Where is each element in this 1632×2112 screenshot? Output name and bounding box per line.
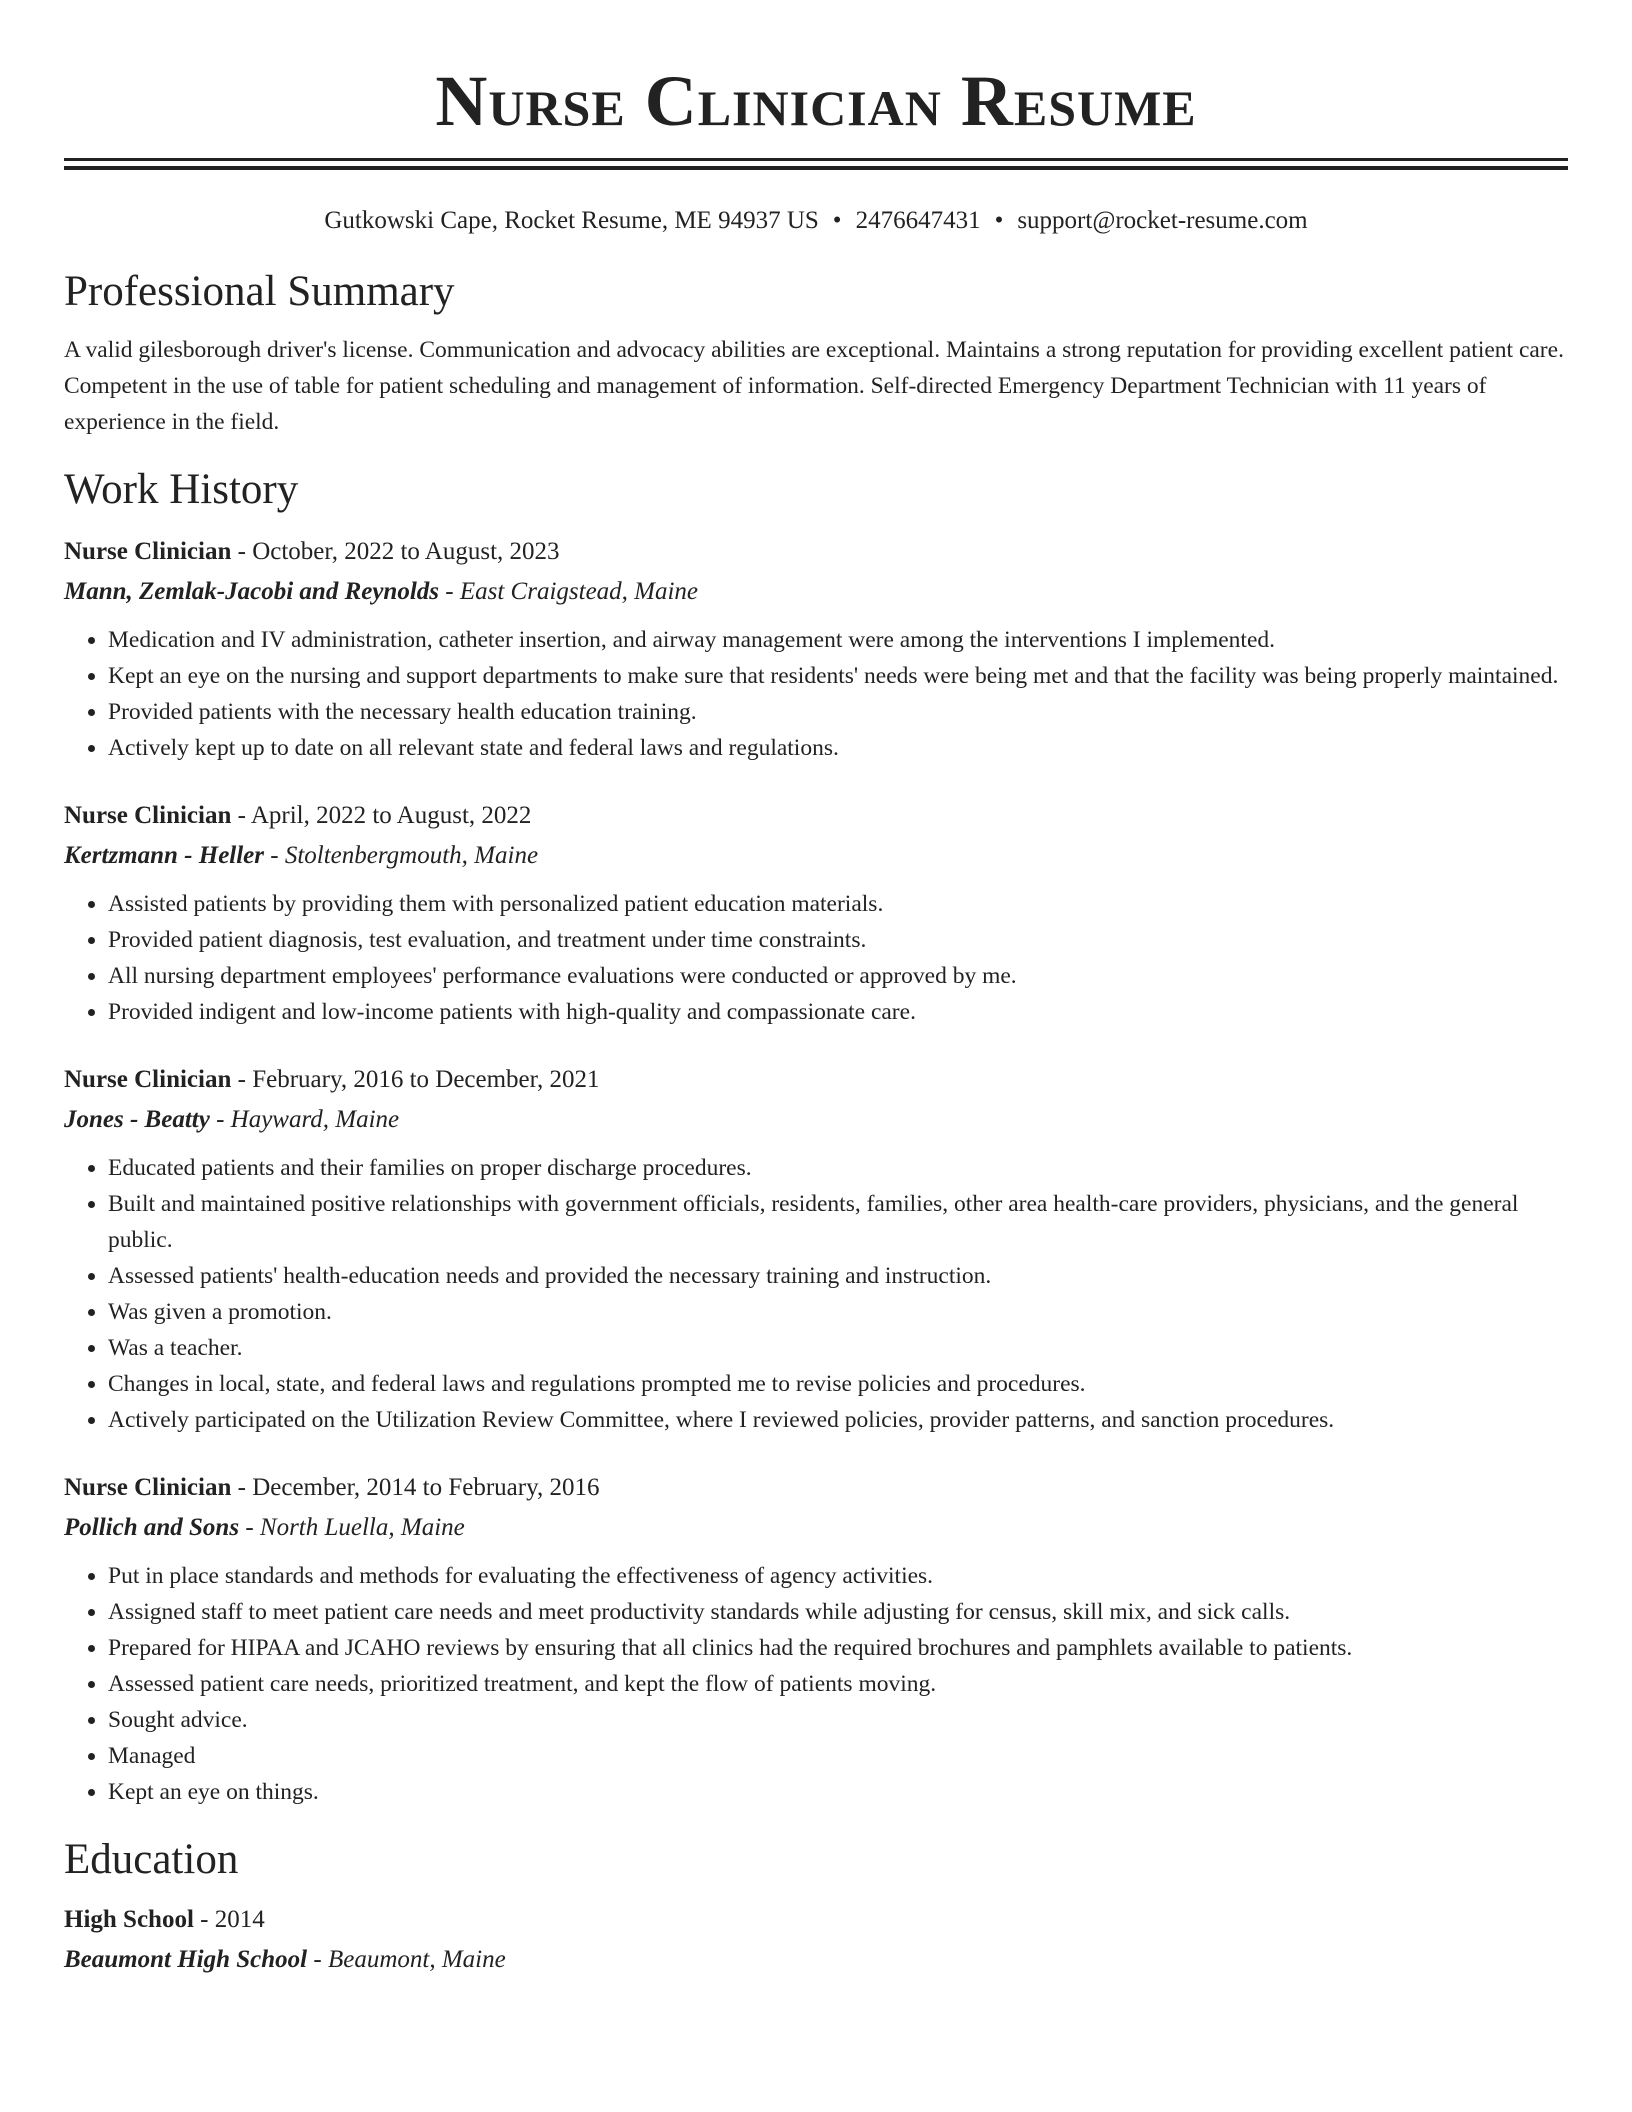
job-entry [64, 1060, 1568, 1438]
employer-line: Mann, Zemlak-Jacobi and Reynolds - East Craigstead, Maine [64, 578, 699, 605]
job-title-line: Nurse Clinician - February, 2016 to December, 2021 [64, 1066, 600, 1093]
job-title: Nurse Clinician [64, 1474, 232, 1501]
contact-address: Gutkowski Cape, Rocket Resume, ME 94937 US [324, 207, 819, 234]
job-title: Nurse Clinician [64, 802, 232, 829]
job-duty-item: • Built and maintained positive relationships with government officials, residents, families, other area health-care providers, physicians, and the general public. [108, 1186, 1568, 1258]
job-duty-item: • Put in place standards and methods for evaluating the effectiveness of agency activities. [108, 1558, 1568, 1594]
job-title-line: Nurse Clinician - October, 2022 to August, 2023 [64, 538, 560, 565]
job-duty-item: • Provided indigent and low-income patients with high-quality and compassionate care. [108, 994, 1568, 1030]
job-title-line: Nurse Clinician - December, 2014 to February, 2016 [64, 1474, 600, 1501]
job-duty-item: • Provided patient diagnosis, test evaluation, and treatment under time constraints. [108, 922, 1568, 958]
employer-location: East Craigstead, Maine [459, 578, 699, 605]
job-entry [64, 1468, 1568, 1810]
summary-heading: Professional Summary [64, 268, 455, 315]
title-double-rule [64, 158, 1568, 170]
contact-line [64, 204, 1568, 238]
job-duty-item: • Kept an eye on the nursing and support departments to make sure that residents' needs were being met and that the facility was being properly maintained. [108, 658, 1568, 694]
job-entry [64, 532, 1568, 766]
job-duty-item: • Was a teacher. [108, 1330, 1568, 1366]
job-duties-list [64, 886, 1568, 1030]
job-duties-list [64, 622, 1568, 766]
employer-location: North Luella, Maine [259, 1514, 465, 1541]
job-duty-item: • Assigned staff to meet patient care needs and meet productivity standards while adjusting for census, skill mix, and sick calls. [108, 1594, 1568, 1630]
job-duty-item: • Assessed patients' health-education needs and provided the necessary training and instruction. [108, 1258, 1568, 1294]
job-duty-item: • Kept an eye on things. [108, 1774, 1568, 1810]
job-dates: April, 2022 to August, 2022 [250, 802, 532, 829]
contact-email: support@rocket-resume.com [1017, 207, 1308, 234]
job-title: Nurse Clinician [64, 1066, 232, 1093]
employer-line: Pollich and Sons - North Luella, Maine [64, 1514, 465, 1541]
job-duty-item: • Actively participated on the Utilization Review Committee, where I reviewed policies, provider patterns, and sanction procedures. [108, 1402, 1568, 1438]
education-year: 2014 [214, 1906, 265, 1933]
education-heading: Education [64, 1836, 239, 1883]
employer-line: Jones - Beatty - Hayward, Maine [64, 1106, 400, 1133]
resume-title: Nurse Clinician Resume [435, 61, 1197, 141]
contact-separator: • [994, 207, 1004, 234]
job-duty-item: • Medication and IV administration, catheter insertion, and airway management were among the interventions I implemented. [108, 622, 1568, 658]
work-history-list [64, 532, 1568, 1810]
job-duties-list [64, 1558, 1568, 1810]
job-duties-list [64, 1150, 1568, 1438]
job-duty-item: • Sought advice. [108, 1702, 1568, 1738]
employer-location: Hayward, Maine [230, 1106, 400, 1133]
job-dates: February, 2016 to December, 2021 [252, 1066, 600, 1093]
job-duty-item: • Managed [108, 1738, 1568, 1774]
education-school: Beaumont High School [64, 1946, 308, 1973]
education-school-line: Beaumont High School - Beaumont, Maine [64, 1946, 506, 1973]
job-duty-item: • Was given a promotion. [108, 1294, 1568, 1330]
job-dates: December, 2014 to February, 2016 [252, 1474, 600, 1501]
job-duty-item: • Actively kept up to date on all relevant state and federal laws and regulations. [108, 730, 1568, 766]
education-degree-line: High School - 2014 [64, 1906, 265, 1933]
job-entry [64, 796, 1568, 1030]
employer-name: Pollich and Sons [64, 1514, 240, 1541]
contact-phone: 2476647431 [855, 207, 981, 234]
education-list [64, 1900, 1568, 1980]
job-duty-item: • Educated patients and their families on proper discharge procedures. [108, 1150, 1568, 1186]
job-duty-item: • Changes in local, state, and federal laws and regulations prompted me to revise policies and procedures. [108, 1366, 1568, 1402]
job-dates: October, 2022 to August, 2023 [252, 538, 560, 565]
job-duty-item: • Assisted patients by providing them with personalized patient education materials. [108, 886, 1568, 922]
employer-name: Jones - Beatty [64, 1106, 210, 1133]
work-history-heading: Work History [64, 466, 299, 513]
job-duty-item: • All nursing department employees' performance evaluations were conducted or approved by me. [108, 958, 1568, 994]
job-duty-item: • Provided patients with the necessary health education training. [108, 694, 1568, 730]
job-title: Nurse Clinician [64, 538, 232, 565]
summary-text: A valid gilesborough driver's license. Communication and advocacy abilities are exceptional. Maintains a strong reputation for providing excellent patient care. Competent in the use of table for patient scheduling and management of information. Self-directed Emergency Department Technician with 11 years of experience in the field. [64, 337, 1564, 435]
contact-separator: • [832, 207, 842, 234]
employer-location: Stoltenbergmouth, Maine [284, 842, 539, 869]
employer-name: Mann, Zemlak-Jacobi and Reynolds [64, 578, 440, 605]
job-title-line: Nurse Clinician - April, 2022 to August, 2022 [64, 802, 532, 829]
employer-name: Kertzmann - Heller [64, 842, 265, 869]
job-duty-item: • Assessed patient care needs, prioritized treatment, and kept the flow of patients moving. [108, 1666, 1568, 1702]
education-location: Beaumont, Maine [327, 1946, 506, 1973]
education-degree: High School [64, 1906, 194, 1933]
employer-line: Kertzmann - Heller - Stoltenbergmouth, Maine [64, 842, 539, 869]
job-duty-item: • Prepared for HIPAA and JCAHO reviews by ensuring that all clinics had the required brochures and pamphlets available to patients. [108, 1630, 1568, 1666]
